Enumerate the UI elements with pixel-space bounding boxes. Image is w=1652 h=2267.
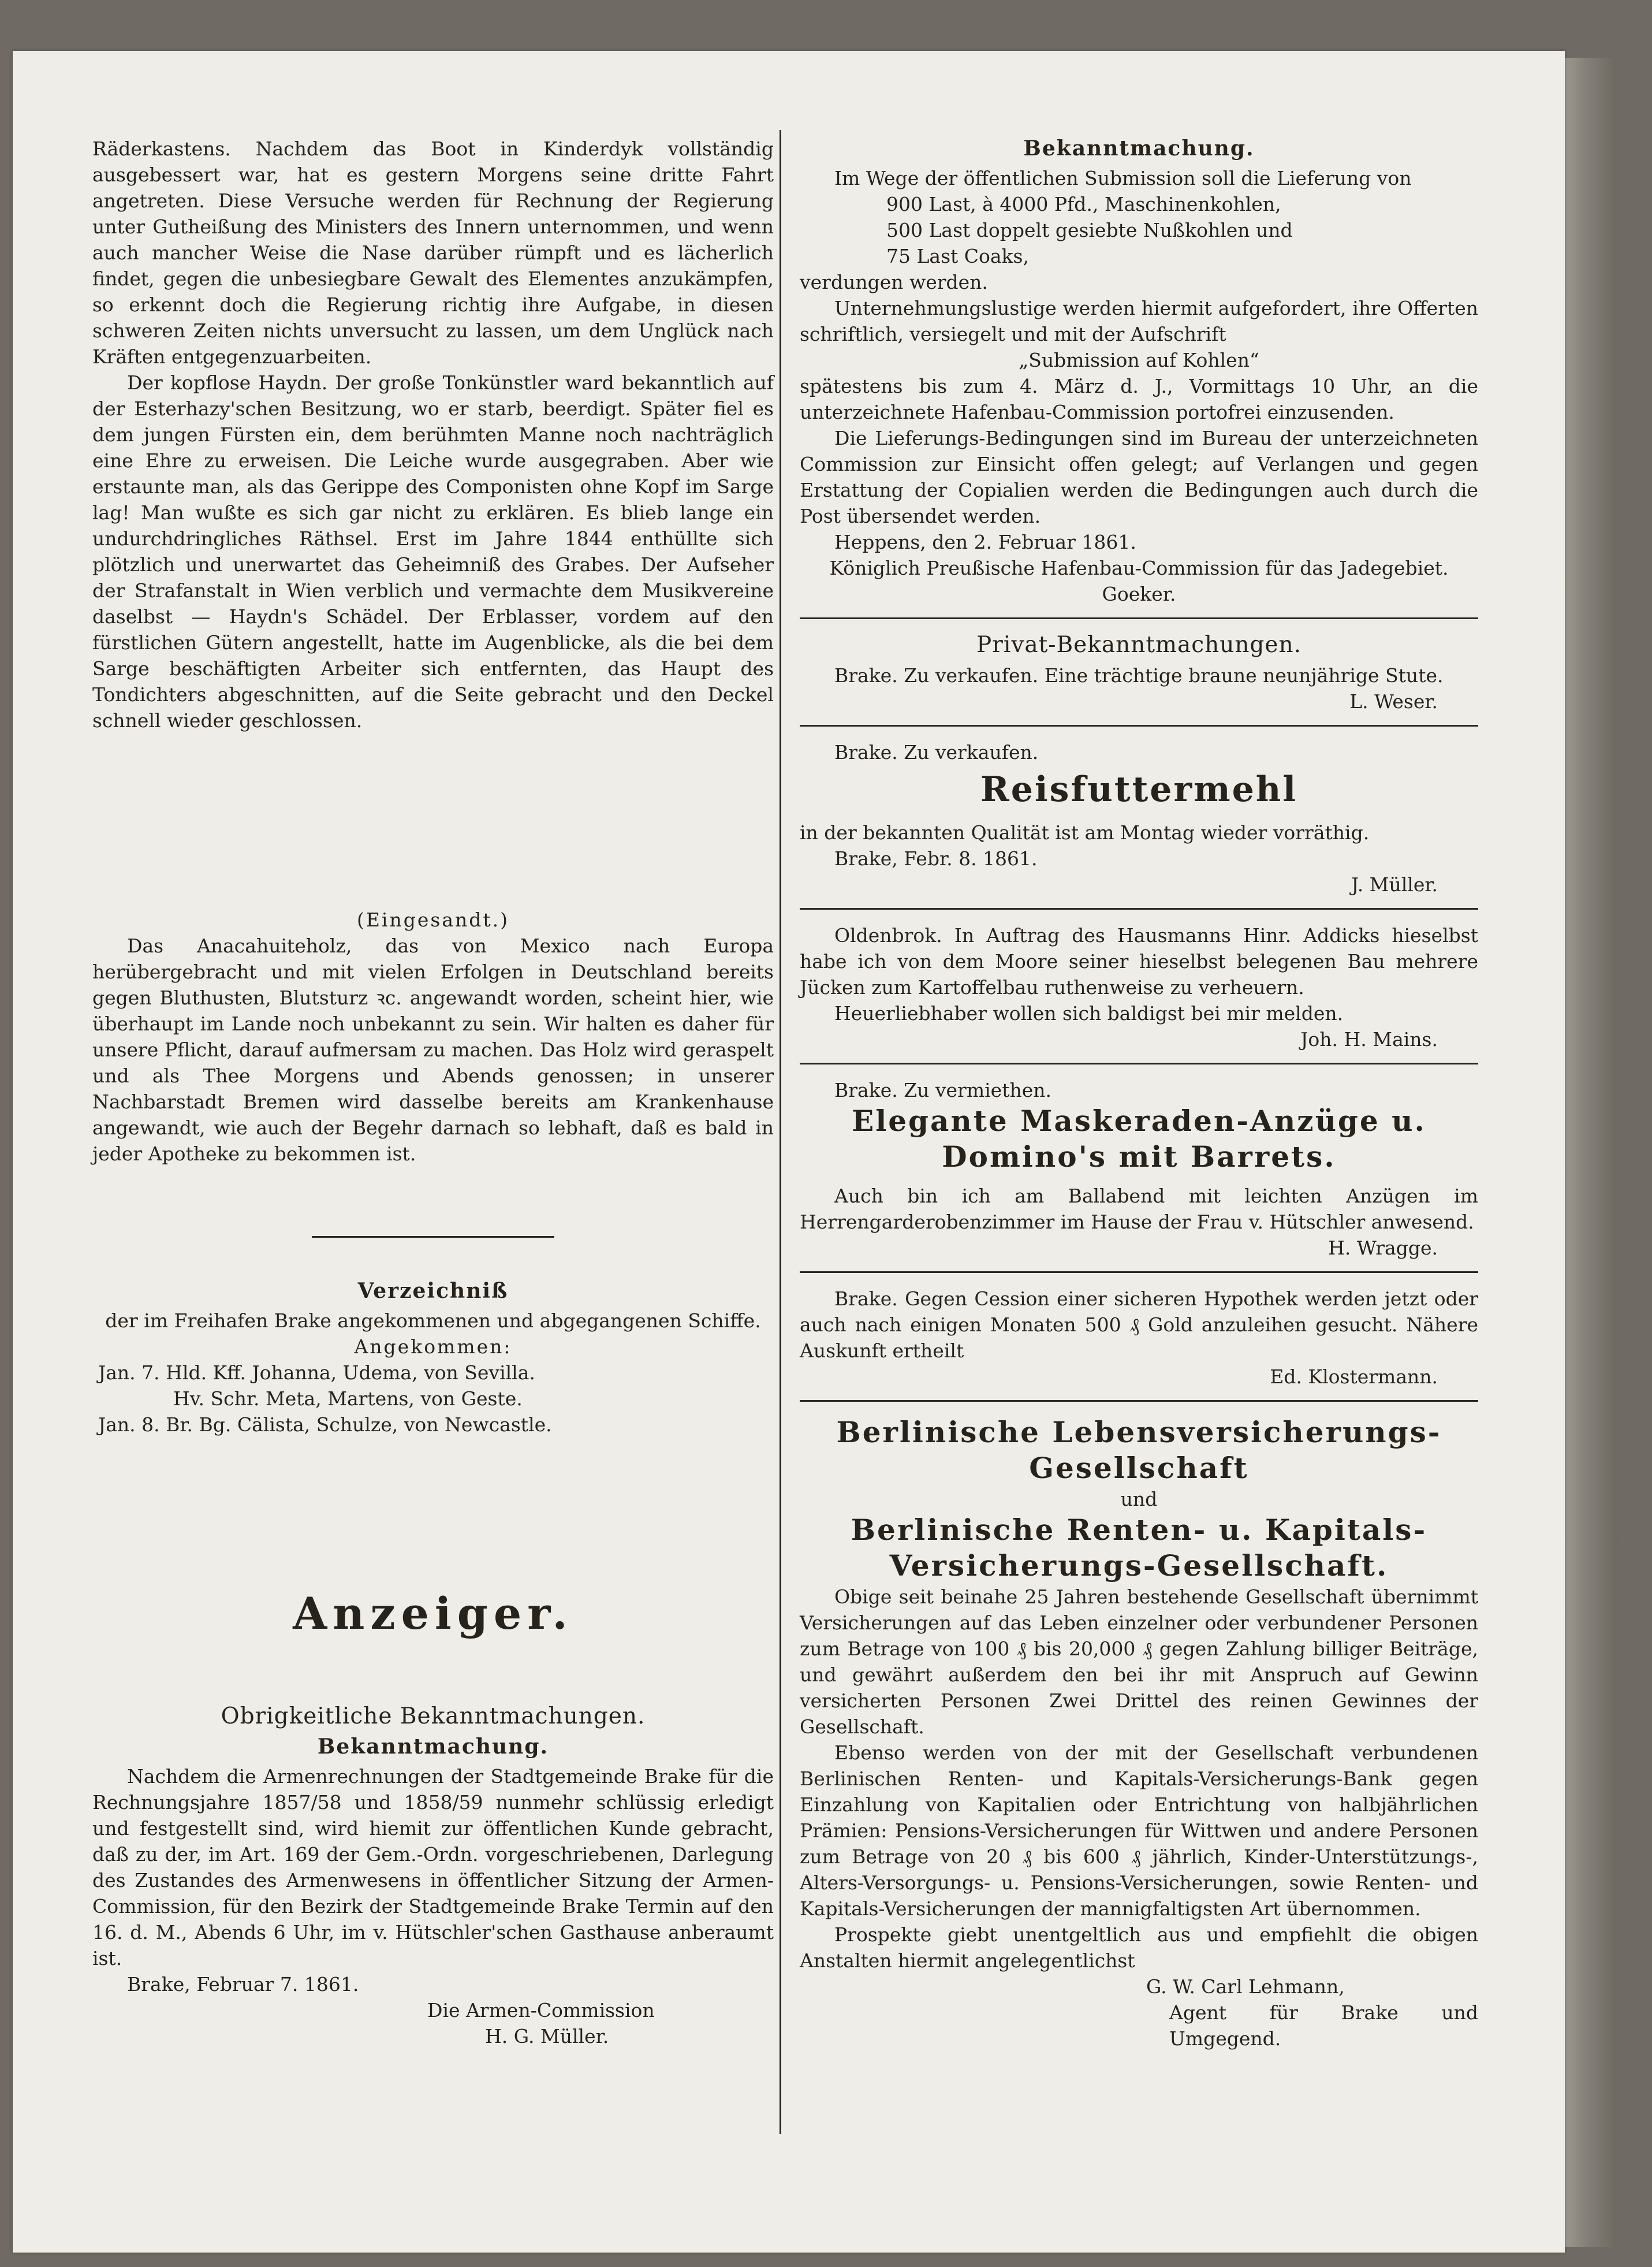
angekommen-label: Angekommen: (354, 1335, 512, 1358)
kohlen-date: Heppens, den 2. Februar 1861. (834, 531, 1136, 553)
cession-signature: Ed. Klostermann. (1270, 1365, 1438, 1388)
anzeiger-title: Anzeiger. (293, 1588, 573, 1639)
stute-signature: L. Weser. (1349, 690, 1438, 713)
kohlen-offer: Unternehmungslustige werden hiermit aufgefordert, ihre Offerten schriftlich, versiegelt und mit der Aufschrift (800, 297, 1478, 345)
kohlen-item: 75 Last Coaks, (886, 245, 1029, 267)
adjacent-page-edge (1565, 58, 1617, 2247)
berlinische-renten-title-2: Versicherungs-Gesellschaft. (889, 1548, 1389, 1583)
column-divider (780, 130, 781, 2134)
section-rule (800, 1400, 1478, 1402)
reis-date: Brake, Febr. 8. 1861. (834, 847, 1038, 870)
oldenbrok-signature: Joh. H. Mains. (1300, 1028, 1438, 1051)
article-anacahuite: Das Anacahuiteholz, das von Mexico nach Europa herübergebracht und mit vielen Erfolgen in Deutschland bereits gegen Bluthusten, Blutsturz ꝛc. angewandt worden, scheint hier, wie überhaupt im Lande noch unbekannt zu sein. Wir halten es daher für unsere Pflicht, darauf aufmersam zu machen. Das Holz wird geraspelt und als Thee Morgens und Abends genossen; in unserer Nachbarstadt Bremen wird dasselbe bereits am Krankenhause angewandt, wie auch der Begehr darnach so lebhaft, daß es bald in jeder Apotheke zu bekommen ist. (92, 935, 774, 1165)
maskeraden-title-2: Domino's mit Barrets. (942, 1140, 1336, 1174)
armen-bekanntmachung-text: Nachdem die Armenrechnungen der Stadtgemeinde Brake für die Rechnungsjahre 1857/58 und 1858/59 nunmehr schlüssig erledigt und festgestellt sind, wird hiemit zur öffentlichen Kunde gebracht, daß zu der, im Art. 169 der Gem.-Ordn. vorgeschriebenen, Darlegung des Zustandes des Armenwesens in öffentlicher Sitzung der Armen-Commission, für den Bezirk der Stadtgemeinde Brake Termin auf den 16. d. M., Abends 6 Uhr, im v. Hütschler'schen Gasthause anberaumt ist. (92, 1765, 774, 1970)
section-rule (312, 1236, 554, 1238)
spacer (800, 1175, 1478, 1183)
ship-entry: Jan. 8. Br. Bg. Cälista, Schulze, von Newcastle. (98, 1413, 552, 1436)
ship-list (92, 1360, 774, 1438)
right-column (800, 136, 1478, 2052)
obrigkeitliche-title: Obrigkeitliche Bekanntmachungen. (221, 1703, 646, 1729)
berlinische-signature-role: Agent für Brake und Umgegend. (1169, 2001, 1478, 2050)
und-label: und (1120, 1488, 1158, 1510)
article-raederkasten: Räderkastens. Nachdem das Boot in Kinderdyk vollständig ausgebessert war, hat es gestern Morgens seine dritte Fahrt angetreten. Diese Versuche werden für Rechnung der Regierung unter Gutheißung des Ministers des Innern unternommen, und wenn auch mancher Weise die Nase darüber rümpft und es lächerlich findet, gegen die unbesiegbare Gewalt des Elementes anzukämpfen, so erkennt doch die Regierung richtig ihre Aufgabe, in diesen schweren Zeiten nichts unversucht zu lassen, um dem Unglück nach Kräften entgegenzuarbeiten. (92, 137, 774, 368)
ship-entry: Jan. 7. Hld. Kff. Johanna, Udema, von Sevilla. (98, 1361, 535, 1384)
privat-title: Privat-Bekanntmachungen. (976, 632, 1302, 658)
armen-bekanntmachung-title: Bekanntmachung. (317, 1734, 549, 1759)
armen-signature-name: H. G. Müller. (485, 2025, 609, 2048)
article-haydn: Der kopflose Haydn. Der große Tonkünstler ward bekanntlich auf der Esterhazy'schen Besitzung, wo er starb, beerdigt. Später fiel es dem jungen Fürsten ein, dem berühmten Manne noch nachträglich eine Ehre zu erweisen. Die Leiche wurde ausgegraben. Aber wie erstaunte man, als das Gerippe des Componisten ohne Kopf im Sarge lag! Man wußte es sich gar nicht zu erklären. Es blieb lange ein undurchdringliches Räthsel. Erst im Jahre 1844 enthüllte sich plötzlich und unerwartet das Geheimniß des Grabes. Der Aufseher der Strafanstalt in Wien verblich und vermachte dem Musikvereine daselbst — Haydn's Schädel. Der Erblasser, vordem auf den fürstlichen Gütern angestellt, hatte im Augenblicke, als die bei dem Sarge beschäftigten Arbeiter sich entfernten, das Haupt des Tondichters abgeschnitten, auf die Seite gebracht und den Deckel schnell wieder geschlossen. (92, 371, 774, 732)
verzeichniss-title: Verzeichniß (357, 1279, 509, 1303)
oldenbrok-ad: Oldenbrok. In Auftrag des Hausmanns Hinr. Addicks hieselbst habe ich von dem Moore seiner hieselbst belegenen Bau mehrere Jücken zum Kartoffelbau ruthenweise zu verheuern. (800, 924, 1478, 999)
armen-date: Brake, Februar 7. 1861. (127, 1973, 359, 1996)
kohlen-quote: „Submission auf Kohlen“ (1019, 349, 1259, 371)
berlinische-leben-title-1: Berlinische Lebensversicherungs- (836, 1415, 1442, 1449)
stute-ad: Brake. Zu verkaufen. Eine trächtige braune neunjährige Stute. (834, 664, 1444, 687)
kohlen-items (800, 191, 1478, 269)
berlinische-text-2: Ebenso werden von der mit der Gesellschaft verbundenen Berlinischen Renten- und Kapitals-Versicherungs-Bank gegen Einzahlung von Kapitalien oder Entrichtung von halbjährlichen Prämien: Pensions-Versicherungen für Wittwen und andere Personen zum Betrage von 20 ₰ bis 600 ₰ jährlich, Kinder-Unterstützungs-, Alters-Versorgungs- u. Pensions-Versicherungen, sowie Renten- und Kapitals-Versicherungen der mannigfaltigsten Art übernommen. (800, 1741, 1478, 1920)
vermiethen-lead: Brake. Zu vermiethen. (834, 1079, 1051, 1101)
kohlen-item: 900 Last, à 4000 Pfd., Maschinenkohlen, (886, 193, 1281, 215)
kohlen-item: 500 Last doppelt gesiebte Nußkohlen und (886, 219, 1293, 241)
ship-entry: Hv. Schr. Meta, Martens, von Geste. (173, 1387, 523, 1410)
maskeraden-title-1: Elegante Maskeraden-Anzüge u. (852, 1104, 1426, 1138)
section-rule (800, 1063, 1478, 1064)
cession-ad: Brake. Gegen Cession einer sicheren Hypothek werden jetzt oder auch nach einigen Monaten 500 ₰ Gold anzuleihen gesucht. Nähere Auskunft ertheilt (800, 1287, 1478, 1362)
section-rule (800, 617, 1478, 619)
berlinische-text-1: Obige seit beinahe 25 Jahren bestehende Gesellschaft übernimmt Versicherungen auf das Leben einzelner oder verbundener Personen zum Betrage von 100 ₰ bis 20,000 ₰ gegen Zahlung billiger Beiträge, und gewährt außerdem den bei ihr mit Anspruch auf Gewinn versicherten Personen Zwei Drittel des reinen Gewinnes der Gesellschaft. (800, 1585, 1478, 1738)
berlinische-leben-title-2: Gesellschaft (1029, 1451, 1249, 1485)
armen-signature-org: Die Armen-Commission (427, 1999, 655, 2022)
reis-signature: J. Müller. (1351, 873, 1438, 896)
kohlen-signature: Goeker. (1102, 583, 1176, 605)
berlinische-signature-name: G. W. Carl Lehmann, (1146, 1975, 1345, 1998)
maskeraden-signature: H. Wragge. (1328, 1237, 1438, 1259)
reis-text: in der bekannten Qualität ist am Montag wieder vorräthig. (800, 821, 1370, 844)
kohlen-conditions: Die Lieferungs-Bedingungen sind im Bureau der unterzeichneten Commission zur Einsicht offen gelegt; auf Verlangen und gegen Erstattung der Copialien werden die Bedingungen auch durch die Post übersendet werden. (800, 427, 1478, 527)
section-rule (800, 1271, 1478, 1273)
reis-lead: Brake. Zu verkaufen. (834, 741, 1039, 764)
kohlen-org: Königlich Preußische Hafenbau-Commission für das Jadegebiet. (829, 557, 1449, 579)
section-rule (800, 725, 1478, 727)
spacer (92, 734, 774, 907)
verzeichniss-subtitle: der im Freihafen Brake angekommenen und abgegangenen Schiffe. (105, 1309, 761, 1332)
eingesandt-label: (Eingesandt.) (356, 909, 510, 931)
reis-title: Reisfuttermehl (980, 769, 1298, 810)
kohlen-title: Bekanntmachung. (1023, 136, 1255, 161)
oldenbrok-ad-2: Heuerliebhaber wollen sich baldigst bei mir melden. (834, 1002, 1344, 1025)
section-rule (800, 908, 1478, 910)
kohlen-verdungen: verdungen werden. (800, 271, 988, 293)
left-column (92, 136, 774, 2049)
berlinische-text-3: Prospekte giebt unentgeltlich aus und empfiehlt die obigen Anstalten hiermit angelegentlichst (800, 1923, 1478, 1972)
kohlen-intro: Im Wege der öffentlichen Submission soll die Lieferung von (834, 167, 1412, 189)
berlinische-renten-title-1: Berlinische Renten- u. Kapitals- (851, 1513, 1427, 1547)
maskeraden-text: Auch bin ich am Ballabend mit leichten Anzügen im Herrengarderobenzimmer im Hause der Frau v. Hütschler anwesend. (800, 1185, 1478, 1233)
kohlen-deadline: spätestens bis zum 4. März d. J., Vormittags 10 Uhr, an die unterzeichnete Hafenbau-Commission portofrei einzusenden. (800, 375, 1478, 423)
